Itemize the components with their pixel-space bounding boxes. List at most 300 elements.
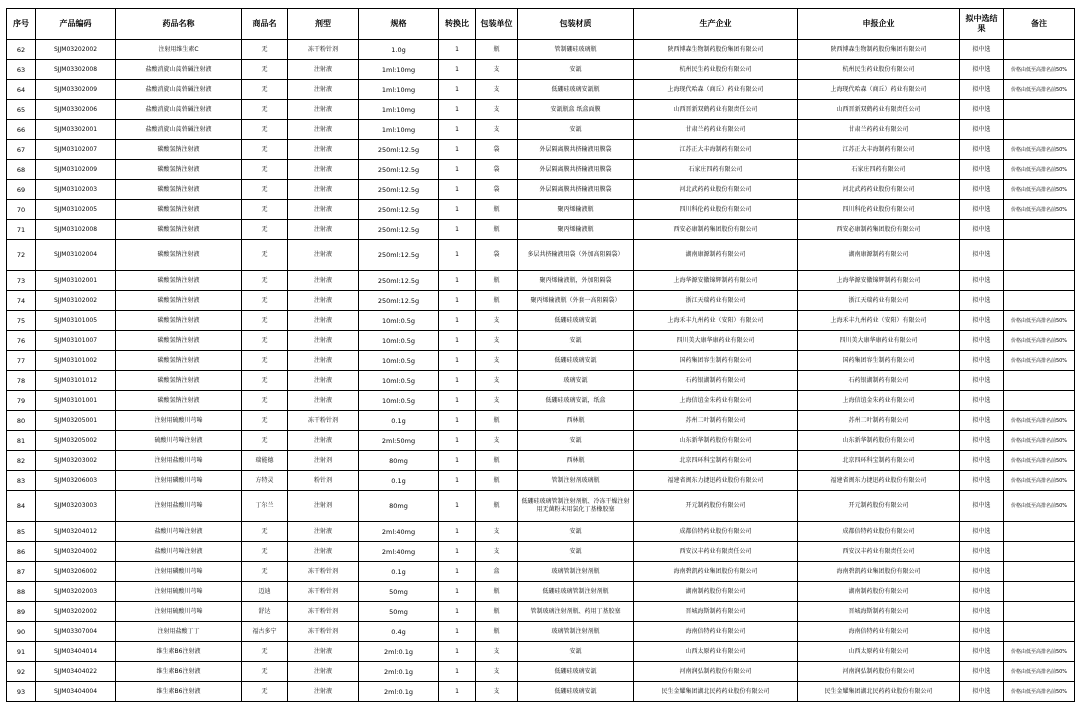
row-number: 72 xyxy=(7,240,36,271)
drug-name: 碳酸氢钠注射液 xyxy=(116,291,242,311)
selection-result: 拟中选 xyxy=(960,240,1004,271)
remark xyxy=(1004,622,1075,642)
selection-result: 拟中选 xyxy=(960,642,1004,662)
pack-material: 低硼硅玻璃安瓿 xyxy=(518,682,634,702)
table-row xyxy=(7,220,1075,240)
applicant: 上海现代哈森（商丘）药业有限公司 xyxy=(798,80,960,100)
selection-result: 拟中选 xyxy=(960,562,1004,582)
table-row xyxy=(7,522,1075,542)
pack-unit: 支 xyxy=(476,80,518,100)
manufacturer: 上海信谊金朱药业有限公司 xyxy=(634,391,798,411)
pack-unit: 支 xyxy=(476,662,518,682)
drug-name: 维生素B6注射液 xyxy=(116,642,242,662)
manufacturer: 国药集团容生制药有限公司 xyxy=(634,351,798,371)
remark: 价格由低至高排名前50% xyxy=(1004,200,1075,220)
table-row xyxy=(7,140,1075,160)
product-code: SJJM03205002 xyxy=(36,431,116,451)
product-code: SJJM03101002 xyxy=(36,351,116,371)
trade-name: 无 xyxy=(242,662,288,682)
applicant: 山西晋新双鹤药业有限责任公司 xyxy=(798,100,960,120)
trade-name: 无 xyxy=(242,682,288,702)
specification: 1ml:10mg xyxy=(359,120,439,140)
selection-result: 拟中选 xyxy=(960,331,1004,351)
product-code: SJJM03203002 xyxy=(36,451,116,471)
row-number: 63 xyxy=(7,60,36,80)
selection-result: 拟中选 xyxy=(960,120,1004,140)
applicant: 江苏正大丰海制药有限公司 xyxy=(798,140,960,160)
drug-name: 注射用磷酸川芎嗪 xyxy=(116,562,242,582)
pack-unit: 瓶 xyxy=(476,471,518,491)
product-code: SJJM03307004 xyxy=(36,622,116,642)
pack-material: 外层隔离膜共挤输液用膜袋 xyxy=(518,140,634,160)
trade-name: 丁尔兰 xyxy=(242,491,288,522)
applicant: 石家庄四药有限公司 xyxy=(798,160,960,180)
applicant: 山东新华制药股份有限公司 xyxy=(798,431,960,451)
table-row xyxy=(7,682,1075,702)
conversion-ratio: 1 xyxy=(439,351,476,371)
conversion-ratio: 1 xyxy=(439,140,476,160)
selection-result: 拟中选 xyxy=(960,140,1004,160)
applicant: 四川科伦药业股份有限公司 xyxy=(798,200,960,220)
drug-name: 碳酸氢钠注射液 xyxy=(116,240,242,271)
drug-table xyxy=(6,8,1075,702)
drug-name: 维生素B6注射液 xyxy=(116,662,242,682)
manufacturer: 浙江天瑞药业有限公司 xyxy=(634,291,798,311)
pack-unit: 瓶 xyxy=(476,451,518,471)
header-result: 拟中选结果 xyxy=(960,9,1004,40)
drug-name: 盐酸消旋山莨菪碱注射液 xyxy=(116,60,242,80)
row-number: 85 xyxy=(7,522,36,542)
dosage-form: 注射液 xyxy=(288,220,359,240)
trade-name: 无 xyxy=(242,411,288,431)
pack-unit: 瓶 xyxy=(476,200,518,220)
pack-unit: 支 xyxy=(476,522,518,542)
header-code: 产品编码 xyxy=(36,9,116,40)
table-row xyxy=(7,100,1075,120)
trade-name: 无 xyxy=(242,291,288,311)
dosage-form: 注射液 xyxy=(288,331,359,351)
remark: 价格由低至高排名前50% xyxy=(1004,140,1075,160)
drug-name: 碳酸氢钠注射液 xyxy=(116,391,242,411)
pack-unit: 袋 xyxy=(476,140,518,160)
table-row xyxy=(7,491,1075,522)
dosage-form: 冻干粉针剂 xyxy=(288,562,359,582)
trade-name: 无 xyxy=(242,391,288,411)
pack-material: 外层隔离膜共挤输液用膜袋 xyxy=(518,160,634,180)
drug-name: 盐酸消旋山莨菪碱注射液 xyxy=(116,80,242,100)
conversion-ratio: 1 xyxy=(439,291,476,311)
pack-unit: 盒 xyxy=(476,562,518,582)
manufacturer: 杭州民生药业股份有限公司 xyxy=(634,60,798,80)
header-ratio: 转换比 xyxy=(439,9,476,40)
row-number: 78 xyxy=(7,371,36,391)
specification: 50mg xyxy=(359,582,439,602)
dosage-form: 注射液 xyxy=(288,80,359,100)
pack-unit: 瓶 xyxy=(476,271,518,291)
remark xyxy=(1004,271,1075,291)
product-code: SJJM03204002 xyxy=(36,542,116,562)
pack-material: 低硼硅玻璃安瓿 xyxy=(518,662,634,682)
drug-name: 维生素B6注射液 xyxy=(116,682,242,702)
specification: 2ml:40mg xyxy=(359,522,439,542)
header-dosage-form: 剂型 xyxy=(288,9,359,40)
pack-unit: 袋 xyxy=(476,180,518,200)
applicant: 甘肃兰药药业有限公司 xyxy=(798,120,960,140)
conversion-ratio: 1 xyxy=(439,562,476,582)
dosage-form: 注射液 xyxy=(288,391,359,411)
conversion-ratio: 1 xyxy=(439,200,476,220)
pack-material: 多层共挤输液用袋（外加高阻隔袋） xyxy=(518,240,634,271)
manufacturer: 湖南康源制药有限公司 xyxy=(634,240,798,271)
pack-material: 低硼硅玻璃安瓿瓶 xyxy=(518,80,634,100)
selection-result: 拟中选 xyxy=(960,622,1004,642)
selection-result: 拟中选 xyxy=(960,200,1004,220)
table-row xyxy=(7,271,1075,291)
trade-name: 无 xyxy=(242,351,288,371)
remark xyxy=(1004,602,1075,622)
pack-unit: 支 xyxy=(476,542,518,562)
remark xyxy=(1004,40,1075,60)
manufacturer: 民生金耀集团湖北民药药业股份有限公司 xyxy=(634,682,798,702)
drug-name: 注射用盐酸川芎嗪 xyxy=(116,491,242,522)
selection-result: 拟中选 xyxy=(960,311,1004,331)
remark xyxy=(1004,100,1075,120)
product-code: SJJM03202002 xyxy=(36,602,116,622)
manufacturer: 上海华源安徽锦辉制药有限公司 xyxy=(634,271,798,291)
drug-name: 碳酸氢钠注射液 xyxy=(116,200,242,220)
manufacturer: 湖南制药股份有限公司 xyxy=(634,582,798,602)
remark: 价格由低至高排名前50% xyxy=(1004,160,1075,180)
header-row xyxy=(7,9,1075,40)
table-body xyxy=(7,40,1075,702)
row-number: 68 xyxy=(7,160,36,180)
row-number: 90 xyxy=(7,622,36,642)
remark: 价格由低至高排名前50% xyxy=(1004,411,1075,431)
remark xyxy=(1004,220,1075,240)
selection-result: 拟中选 xyxy=(960,220,1004,240)
table-row xyxy=(7,542,1075,562)
specification: 250ml:12.5g xyxy=(359,160,439,180)
row-number: 71 xyxy=(7,220,36,240)
header-drug-name: 药品名称 xyxy=(116,9,242,40)
remark xyxy=(1004,562,1075,582)
pack-unit: 袋 xyxy=(476,160,518,180)
conversion-ratio: 1 xyxy=(439,391,476,411)
pack-unit: 支 xyxy=(476,311,518,331)
selection-result: 拟中选 xyxy=(960,662,1004,682)
dosage-form: 注射液 xyxy=(288,311,359,331)
drug-name: 注射用磷酸川芎嗪 xyxy=(116,471,242,491)
product-code: SJJM03102004 xyxy=(36,240,116,271)
drug-name: 盐酸消旋山莨菪碱注射液 xyxy=(116,100,242,120)
row-number: 62 xyxy=(7,40,36,60)
specification: 1.0g xyxy=(359,40,439,60)
product-code: SJJM03404014 xyxy=(36,642,116,662)
header-pack-unit: 包装单位 xyxy=(476,9,518,40)
table-row xyxy=(7,562,1075,582)
conversion-ratio: 1 xyxy=(439,582,476,602)
dosage-form: 注射剂 xyxy=(288,491,359,522)
specification: 10ml:0.5g xyxy=(359,371,439,391)
row-number: 77 xyxy=(7,351,36,371)
remark: 价格由低至高排名前50% xyxy=(1004,80,1075,100)
table-row xyxy=(7,331,1075,351)
trade-name: 福古多宁 xyxy=(242,622,288,642)
product-code: SJJM03205001 xyxy=(36,411,116,431)
pack-unit: 支 xyxy=(476,351,518,371)
pack-material: 聚丙烯输液瓶（外套一高阻隔袋） xyxy=(518,291,634,311)
drug-name: 硫酸川芎嗪注射液 xyxy=(116,431,242,451)
dosage-form: 注射液 xyxy=(288,271,359,291)
specification: 10ml:0.5g xyxy=(359,311,439,331)
trade-name: 无 xyxy=(242,562,288,582)
remark: 价格由低至高排名前50% xyxy=(1004,311,1075,331)
specification: 1ml:10mg xyxy=(359,80,439,100)
manufacturer: 苏州二叶制药有限公司 xyxy=(634,411,798,431)
pack-unit: 瓶 xyxy=(476,582,518,602)
pack-unit: 支 xyxy=(476,60,518,80)
conversion-ratio: 1 xyxy=(439,542,476,562)
pack-unit: 支 xyxy=(476,642,518,662)
remark: 价格由低至高排名前50% xyxy=(1004,471,1075,491)
conversion-ratio: 1 xyxy=(439,240,476,271)
product-code: SJJM03404022 xyxy=(36,662,116,682)
dosage-form: 冻干粉针剂 xyxy=(288,622,359,642)
table-row xyxy=(7,80,1075,100)
drug-name: 碳酸氢钠注射液 xyxy=(116,180,242,200)
table-row xyxy=(7,180,1075,200)
trade-name: 瑞能德 xyxy=(242,451,288,471)
manufacturer: 石药银湖制药有限公司 xyxy=(634,371,798,391)
selection-result: 拟中选 xyxy=(960,371,1004,391)
row-number: 81 xyxy=(7,431,36,451)
trade-name: 无 xyxy=(242,120,288,140)
trade-name: 方特灵 xyxy=(242,471,288,491)
applicant: 河南润弘制药股份有限公司 xyxy=(798,662,960,682)
table-row xyxy=(7,622,1075,642)
trade-name: 无 xyxy=(242,542,288,562)
conversion-ratio: 1 xyxy=(439,491,476,522)
product-code: SJJM03102001 xyxy=(36,271,116,291)
table-row xyxy=(7,291,1075,311)
pack-unit: 瓶 xyxy=(476,491,518,522)
applicant: 成都倍特药业股份有限公司 xyxy=(798,522,960,542)
applicant: 海南倍特药业有限公司 xyxy=(798,622,960,642)
manufacturer: 河南润弘制药股份有限公司 xyxy=(634,662,798,682)
selection-result: 拟中选 xyxy=(960,602,1004,622)
conversion-ratio: 1 xyxy=(439,40,476,60)
manufacturer: 江苏正大丰海制药有限公司 xyxy=(634,140,798,160)
dosage-form: 注射液 xyxy=(288,140,359,160)
dosage-form: 注射液 xyxy=(288,351,359,371)
dosage-form: 注射液 xyxy=(288,522,359,542)
manufacturer: 西安汉丰药业有限责任公司 xyxy=(634,542,798,562)
remark xyxy=(1004,391,1075,411)
product-code: SJJM03101001 xyxy=(36,391,116,411)
trade-name: 无 xyxy=(242,331,288,351)
manufacturer: 四川科伦药业股份有限公司 xyxy=(634,200,798,220)
row-number: 88 xyxy=(7,582,36,602)
dosage-form: 注射液 xyxy=(288,542,359,562)
conversion-ratio: 1 xyxy=(439,431,476,451)
drug-name: 碳酸氢钠注射液 xyxy=(116,140,242,160)
product-code: SJJM03102003 xyxy=(36,180,116,200)
row-number: 74 xyxy=(7,291,36,311)
specification: 0.1g xyxy=(359,471,439,491)
row-number: 73 xyxy=(7,271,36,291)
pack-unit: 支 xyxy=(476,331,518,351)
product-code: SJJM03102007 xyxy=(36,140,116,160)
drug-name: 碳酸氢钠注射液 xyxy=(116,220,242,240)
manufacturer: 石家庄四药有限公司 xyxy=(634,160,798,180)
manufacturer: 福建省闽东力捷迅药业股份有限公司 xyxy=(634,471,798,491)
applicant: 四川美大康华康药业有限公司 xyxy=(798,331,960,351)
table-row xyxy=(7,371,1075,391)
pack-unit: 支 xyxy=(476,431,518,451)
dosage-form: 注射剂 xyxy=(288,451,359,471)
applicant: 北京四环科宝制药有限公司 xyxy=(798,451,960,471)
trade-name: 无 xyxy=(242,40,288,60)
specification: 250ml:12.5g xyxy=(359,200,439,220)
applicant: 上海信谊金朱药业有限公司 xyxy=(798,391,960,411)
pack-material: 聚丙烯输液瓶，外加阻隔袋 xyxy=(518,271,634,291)
selection-result: 拟中选 xyxy=(960,471,1004,491)
row-number: 91 xyxy=(7,642,36,662)
conversion-ratio: 1 xyxy=(439,662,476,682)
conversion-ratio: 1 xyxy=(439,371,476,391)
product-code: SJJM03102005 xyxy=(36,200,116,220)
pack-material: 西林瓶 xyxy=(518,411,634,431)
pack-unit: 支 xyxy=(476,682,518,702)
specification: 2ml:0.1g xyxy=(359,682,439,702)
applicant: 晋城海斯制药有限公司 xyxy=(798,602,960,622)
row-number: 82 xyxy=(7,451,36,471)
remark: 价格由低至高排名前50% xyxy=(1004,351,1075,371)
dosage-form: 注射液 xyxy=(288,642,359,662)
row-number: 83 xyxy=(7,471,36,491)
remark: 价格由低至高排名前50% xyxy=(1004,451,1075,471)
specification: 2ml:0.1g xyxy=(359,642,439,662)
row-number: 70 xyxy=(7,200,36,220)
selection-result: 拟中选 xyxy=(960,271,1004,291)
remark: 价格由低至高排名前50% xyxy=(1004,60,1075,80)
manufacturer: 上海禾丰九州药业（安阳）有限公司 xyxy=(634,311,798,331)
drug-name: 注射用维生素C xyxy=(116,40,242,60)
pack-material: 管制玻璃注射剂瓶、药用丁基胶塞 xyxy=(518,602,634,622)
pack-unit: 支 xyxy=(476,120,518,140)
trade-name: 无 xyxy=(242,311,288,331)
table-row xyxy=(7,602,1075,622)
remark: 价格由低至高排名前50% xyxy=(1004,331,1075,351)
selection-result: 拟中选 xyxy=(960,431,1004,451)
conversion-ratio: 1 xyxy=(439,682,476,702)
drug-name: 碳酸氢钠注射液 xyxy=(116,371,242,391)
manufacturer: 晋城海斯制药有限公司 xyxy=(634,602,798,622)
applicant: 浙江天瑞药业有限公司 xyxy=(798,291,960,311)
table-row xyxy=(7,200,1075,220)
dosage-form: 冻干粉针剂 xyxy=(288,40,359,60)
drug-name: 碳酸氢钠注射液 xyxy=(116,311,242,331)
trade-name: 无 xyxy=(242,140,288,160)
table-row xyxy=(7,411,1075,431)
product-code: SJJM03202002 xyxy=(36,40,116,60)
pack-unit: 瓶 xyxy=(476,602,518,622)
specification: 0.4g xyxy=(359,622,439,642)
dosage-form: 冻干粉针剂 xyxy=(288,582,359,602)
row-number: 66 xyxy=(7,120,36,140)
trade-name: 无 xyxy=(242,60,288,80)
product-code: SJJM03302001 xyxy=(36,120,116,140)
trade-name: 无 xyxy=(242,160,288,180)
remark: 价格由低至高排名前50% xyxy=(1004,431,1075,451)
dosage-form: 注射液 xyxy=(288,200,359,220)
pack-material: 低硼硅玻璃安瓿 xyxy=(518,351,634,371)
table-row xyxy=(7,642,1075,662)
pack-material: 玻璃管制注射剂瓶 xyxy=(518,562,634,582)
remark xyxy=(1004,291,1075,311)
conversion-ratio: 1 xyxy=(439,160,476,180)
row-number: 67 xyxy=(7,140,36,160)
applicant: 国药集团容生制药有限公司 xyxy=(798,351,960,371)
specification: 10ml:0.5g xyxy=(359,331,439,351)
manufacturer: 陕西博森生物制药股份集团有限公司 xyxy=(634,40,798,60)
row-number: 84 xyxy=(7,491,36,522)
manufacturer: 河北武药药业股份有限公司 xyxy=(634,180,798,200)
manufacturer: 上海现代哈森（商丘）药业有限公司 xyxy=(634,80,798,100)
row-number: 76 xyxy=(7,331,36,351)
conversion-ratio: 1 xyxy=(439,622,476,642)
pack-unit: 瓶 xyxy=(476,622,518,642)
trade-name: 无 xyxy=(242,271,288,291)
row-number: 93 xyxy=(7,682,36,702)
pack-unit: 瓶 xyxy=(476,220,518,240)
pack-material: 安瓿 xyxy=(518,331,634,351)
manufacturer: 甘肃兰药药业有限公司 xyxy=(634,120,798,140)
selection-result: 拟中选 xyxy=(960,160,1004,180)
selection-result: 拟中选 xyxy=(960,291,1004,311)
specification: 0.1g xyxy=(359,411,439,431)
header-trade-name: 商品名 xyxy=(242,9,288,40)
selection-result: 拟中选 xyxy=(960,491,1004,522)
conversion-ratio: 1 xyxy=(439,602,476,622)
product-code: SJJM03101007 xyxy=(36,331,116,351)
pack-material: 低硼硅玻璃安瓿，纸盒 xyxy=(518,391,634,411)
product-code: SJJM03101005 xyxy=(36,311,116,331)
selection-result: 拟中选 xyxy=(960,80,1004,100)
dosage-form: 注射液 xyxy=(288,240,359,271)
row-number: 80 xyxy=(7,411,36,431)
trade-name: 无 xyxy=(242,431,288,451)
pack-material: 低硼硅玻璃管制注射剂瓶、冷冻干燥注射用无菌粉末用氯化丁基橡胶塞 xyxy=(518,491,634,522)
product-code: SJJM03302008 xyxy=(36,60,116,80)
applicant: 开元制药股份有限公司 xyxy=(798,491,960,522)
product-code: SJJM03102009 xyxy=(36,160,116,180)
pack-material: 玻璃管制注射剂瓶 xyxy=(518,622,634,642)
row-number: 69 xyxy=(7,180,36,200)
row-number: 86 xyxy=(7,542,36,562)
selection-result: 拟中选 xyxy=(960,582,1004,602)
conversion-ratio: 1 xyxy=(439,100,476,120)
specification: 0.1g xyxy=(359,562,439,582)
dosage-form: 注射液 xyxy=(288,100,359,120)
dosage-form: 注射液 xyxy=(288,120,359,140)
pack-material: 低硼硅玻璃安瓿 xyxy=(518,311,634,331)
pack-material: 聚丙烯输液瓶 xyxy=(518,220,634,240)
pack-material: 聚丙烯输液瓶 xyxy=(518,200,634,220)
pack-unit: 瓶 xyxy=(476,40,518,60)
drug-name: 碳酸氢钠注射液 xyxy=(116,331,242,351)
specification: 50mg xyxy=(359,602,439,622)
